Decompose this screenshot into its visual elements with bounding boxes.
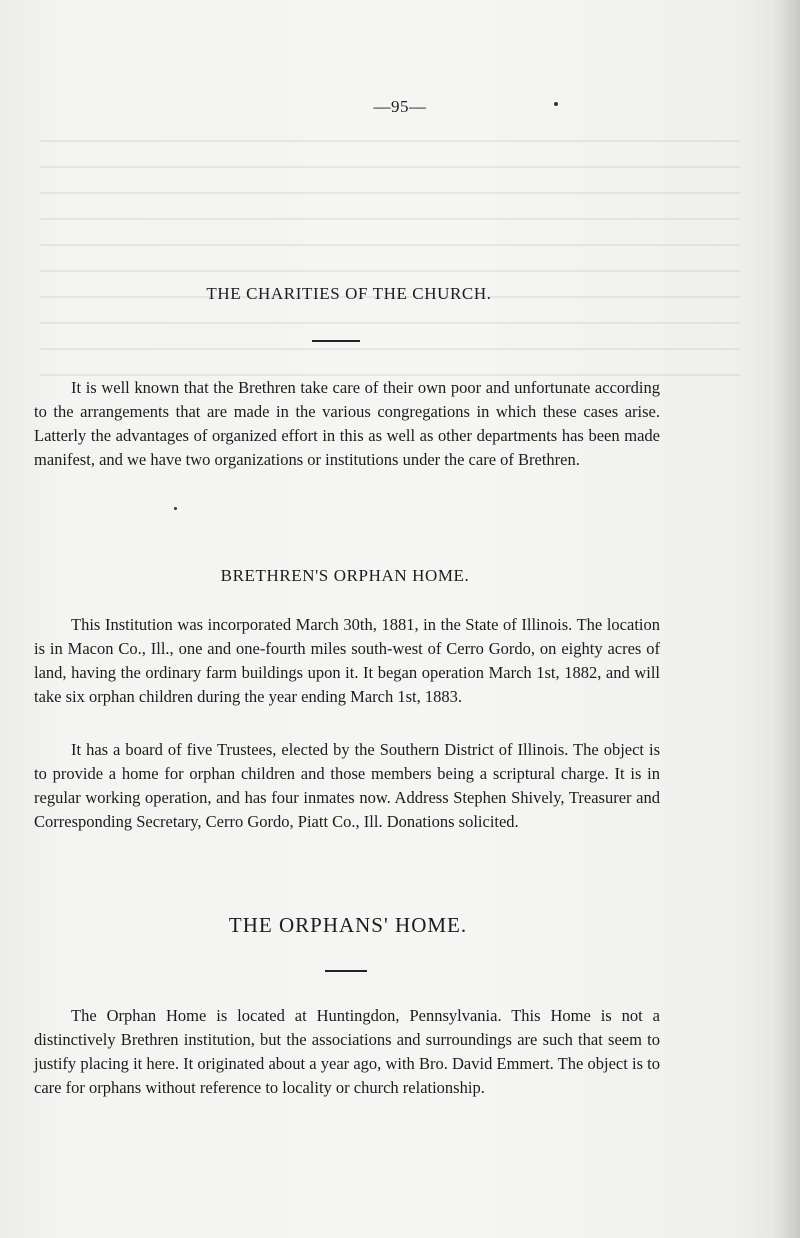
orphans-home-heading: THE ORPHANS' HOME.	[228, 913, 468, 937]
section-rule	[325, 970, 367, 972]
page-number: —95—	[373, 97, 427, 116]
bleed-through-texture	[40, 140, 740, 400]
brethren-home-heading: BRETHREN'S ORPHAN HOME.	[220, 566, 470, 585]
charities-heading: THE CHARITIES OF THE CHURCH.	[206, 284, 492, 303]
page-edge-shadow	[772, 0, 800, 1238]
ink-speck	[174, 507, 177, 510]
brethren-home-paragraph-2: It has a board of five Trustees, elected by the Southern District of Illinois. The object is to provide a home for orphan children and those members being a scriptural charge. It is in regular working operation, and has four inmates now. Address Stephen Shively, Treasurer and Corresponding Secretary, Cerro Gordo, Piatt Co., Ill. Donations solicited.	[34, 740, 660, 831]
orphans-home-paragraph: The Orphan Home is located at Huntingdon, Pennsylvania. This Home is not a distinctively Brethren institution, but the associations and surroundings are such that seem to justify placing it here. It originated about a year ago, with Bro. David Emmert. The object is to care for orphans without reference to locality or church relationship.	[34, 1006, 660, 1097]
charities-paragraph: It is well known that the Brethren take care of their own poor and unfortunate according to the arrangements that are made in the various congregations in which these cases arise. Latterly the advantages of organized effort in this as well as other departments has been made manifest, and we have two organizations or institutions under the care of Brethren.	[34, 378, 660, 469]
brethren-home-paragraph-1: This Institution was incorporated March 30th, 1881, in the State of Illinois. The location is in Macon Co., Ill., one and one-fourth miles south-west of Cerro Gordo, on eighty acres of land, having the ordinary farm buildings upon it. It began operation March 1st, 1882, and will take six orphan children during the year ending March 1st, 1883.	[34, 615, 660, 706]
section-rule	[312, 340, 360, 342]
